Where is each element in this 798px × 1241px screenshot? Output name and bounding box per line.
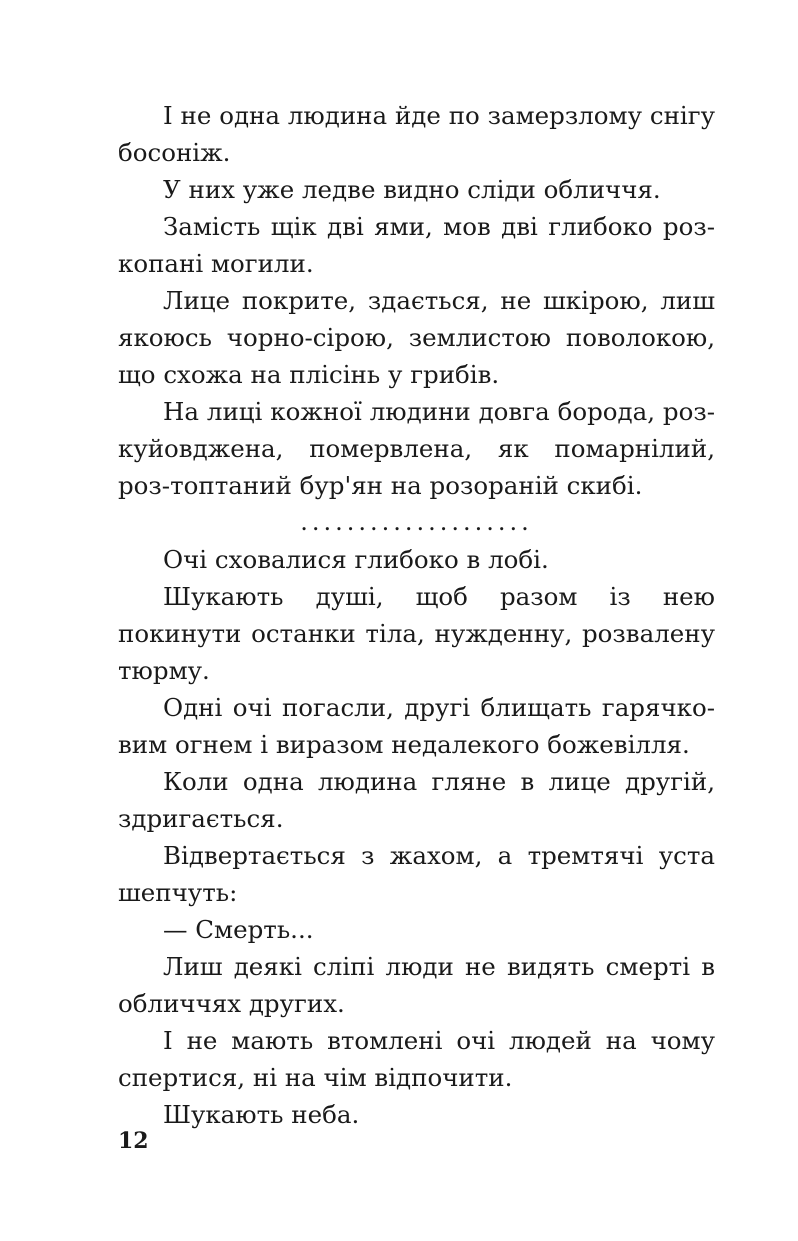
dialogue-line: — Смерть... (163, 915, 314, 944)
paragraph: На лиці кожної людини довга борода, роз-куйовджена, помервлена, як помарнілий, роз-топтаний бур'ян на розораній скибі. (118, 397, 715, 500)
paragraph: Шукають неба. (163, 1100, 360, 1129)
paragraph: Очі сховалися глибоко в лобі. (163, 545, 549, 574)
paragraph: Шукають душі, щоб разом із нею покинути останки тіла, нужденну, розвалену тюрму. (118, 582, 715, 685)
paragraph: Лиш деякі сліпі люди не видять смерті в обличчях других. (118, 952, 715, 1018)
paragraph: Відвертається з жахом, а тремтячі уста шепчуть: (118, 841, 715, 907)
paragraph: І не одна людина йде по замерзлому снігу босоніж. (118, 101, 715, 167)
page-body (118, 97, 715, 1133)
paragraph: Коли одна людина гляне в лице другій, здригається. (118, 767, 715, 833)
paragraph: Одні очі погасли, другі блищать гарячко-вим огнем і виразом недалекого божевілля. (118, 693, 715, 759)
paragraph: І не мають втомлені очі людей на чому спертися, ні на чім відпочити. (118, 1026, 715, 1092)
paragraph: Лице покрите, здається, не шкірою, лиш якоюсь чорно-сірою, землистою поволокою, що схожа на плісінь у грибів. (118, 286, 715, 389)
page-number: 12 (118, 1128, 149, 1154)
paragraph: Замість щік дві ями, мов дві глибоко роз-копані могили. (118, 212, 715, 278)
paragraph: У них уже ледве видно сліди обличчя. (163, 175, 661, 204)
section-separator: .................... (300, 508, 533, 536)
